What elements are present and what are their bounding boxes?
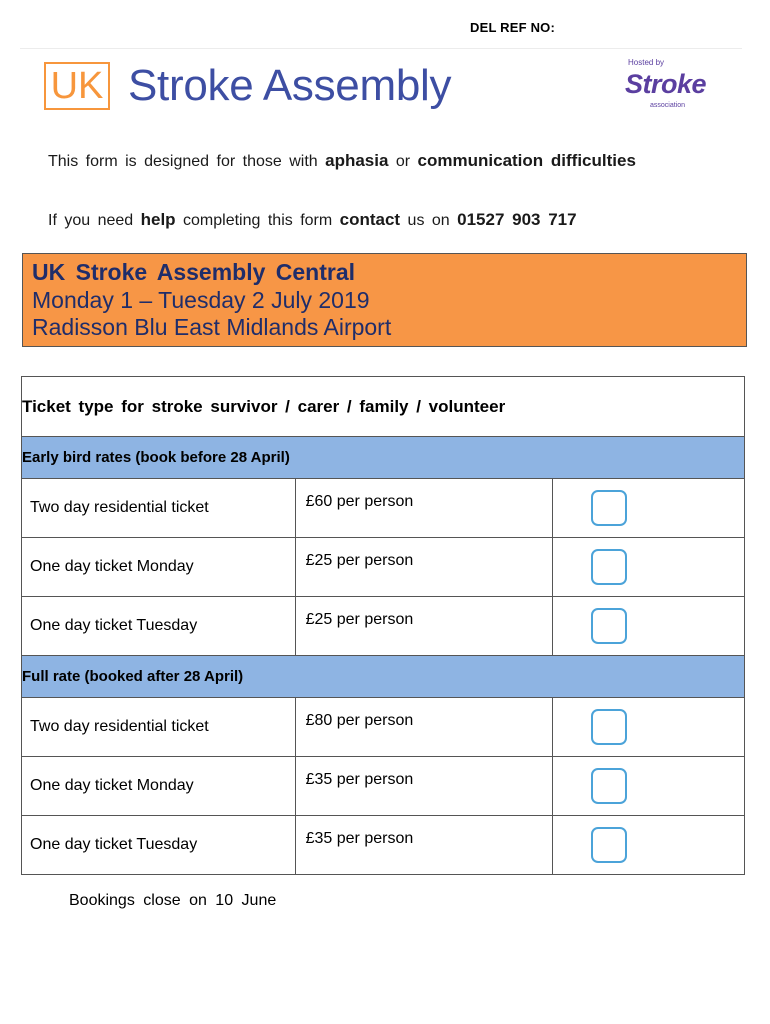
- intro-emphasis: aphasia: [325, 151, 389, 170]
- table-row: [22, 597, 745, 656]
- intro-emphasis: contact: [339, 210, 401, 229]
- contact-phone: 01527 903 717: [457, 210, 577, 229]
- checkbox-cell: [553, 698, 745, 757]
- section-title-full-rate: Full rate (booked after 28 April): [22, 656, 745, 698]
- table-row: [22, 479, 745, 538]
- event-dates: Monday 1 – Tuesday 2 July 2019: [32, 287, 370, 313]
- table-row: [22, 698, 745, 757]
- hosted-by-label: Hosted by: [628, 58, 665, 67]
- ticket-price: £25 per person: [295, 597, 553, 656]
- intro-line-1: [48, 150, 648, 173]
- checkbox-cell: [553, 757, 745, 816]
- section-title-early-bird: Early bird rates (book before 28 April): [22, 437, 745, 479]
- ticket-name: Two day residential ticket: [22, 479, 296, 538]
- table-header-row: [22, 377, 745, 437]
- checkbox-cell: [553, 479, 745, 538]
- checkbox-cell: [553, 538, 745, 597]
- del-ref-label: DEL REF NO:: [470, 20, 556, 35]
- ticket-checkbox[interactable]: [591, 608, 627, 644]
- uk-logo-box: UK: [44, 62, 110, 110]
- table-row: [22, 757, 745, 816]
- ticket-checkbox[interactable]: [591, 549, 627, 585]
- checkbox-cell: [553, 597, 745, 656]
- ticket-name: One day ticket Tuesday: [22, 816, 296, 875]
- intro-text: completing this form: [175, 212, 340, 229]
- intro-text: or: [388, 153, 418, 170]
- section-row: [22, 437, 745, 479]
- stroke-association-logo: [625, 56, 720, 116]
- header-divider: [20, 48, 742, 49]
- intro-emphasis: help: [140, 210, 176, 229]
- association-label: association: [650, 102, 686, 109]
- ticket-name: One day ticket Tuesday: [22, 597, 296, 656]
- ticket-price: £35 per person: [295, 757, 553, 816]
- ticket-price: £25 per person: [295, 538, 553, 597]
- ticket-checkbox[interactable]: [591, 490, 627, 526]
- intro-text: If you need: [48, 212, 141, 229]
- logo-title: Stroke Assembly: [128, 61, 452, 110]
- ticket-table: [21, 376, 745, 875]
- ticket-checkbox[interactable]: [591, 768, 627, 804]
- ticket-price: £60 per person: [295, 479, 553, 538]
- table-row: [22, 538, 745, 597]
- bookings-close-note: Bookings close on 10 June: [69, 892, 277, 909]
- table-header: Ticket type for stroke survivor / carer / family / volunteer: [22, 377, 745, 437]
- ticket-price: £80 per person: [295, 698, 553, 757]
- event-banner: [22, 253, 747, 347]
- intro-text: us on: [400, 212, 458, 229]
- intro-emphasis: communication difficulties: [417, 151, 636, 170]
- intro-text: This form is designed for those with: [48, 153, 326, 170]
- ticket-name: One day ticket Monday: [22, 538, 296, 597]
- stroke-logo-text: Stroke: [625, 69, 707, 99]
- ticket-checkbox[interactable]: [591, 827, 627, 863]
- ticket-price: £35 per person: [295, 816, 553, 875]
- section-row: [22, 656, 745, 698]
- ticket-checkbox[interactable]: [591, 709, 627, 745]
- event-venue: Radisson Blu East Midlands Airport: [32, 314, 392, 340]
- table-row: [22, 816, 745, 875]
- ticket-name: Two day residential ticket: [22, 698, 296, 757]
- intro-line-2: [48, 208, 577, 233]
- ticket-name: One day ticket Monday: [22, 757, 296, 816]
- event-title: UK Stroke Assembly Central: [32, 259, 356, 285]
- checkbox-cell: [553, 816, 745, 875]
